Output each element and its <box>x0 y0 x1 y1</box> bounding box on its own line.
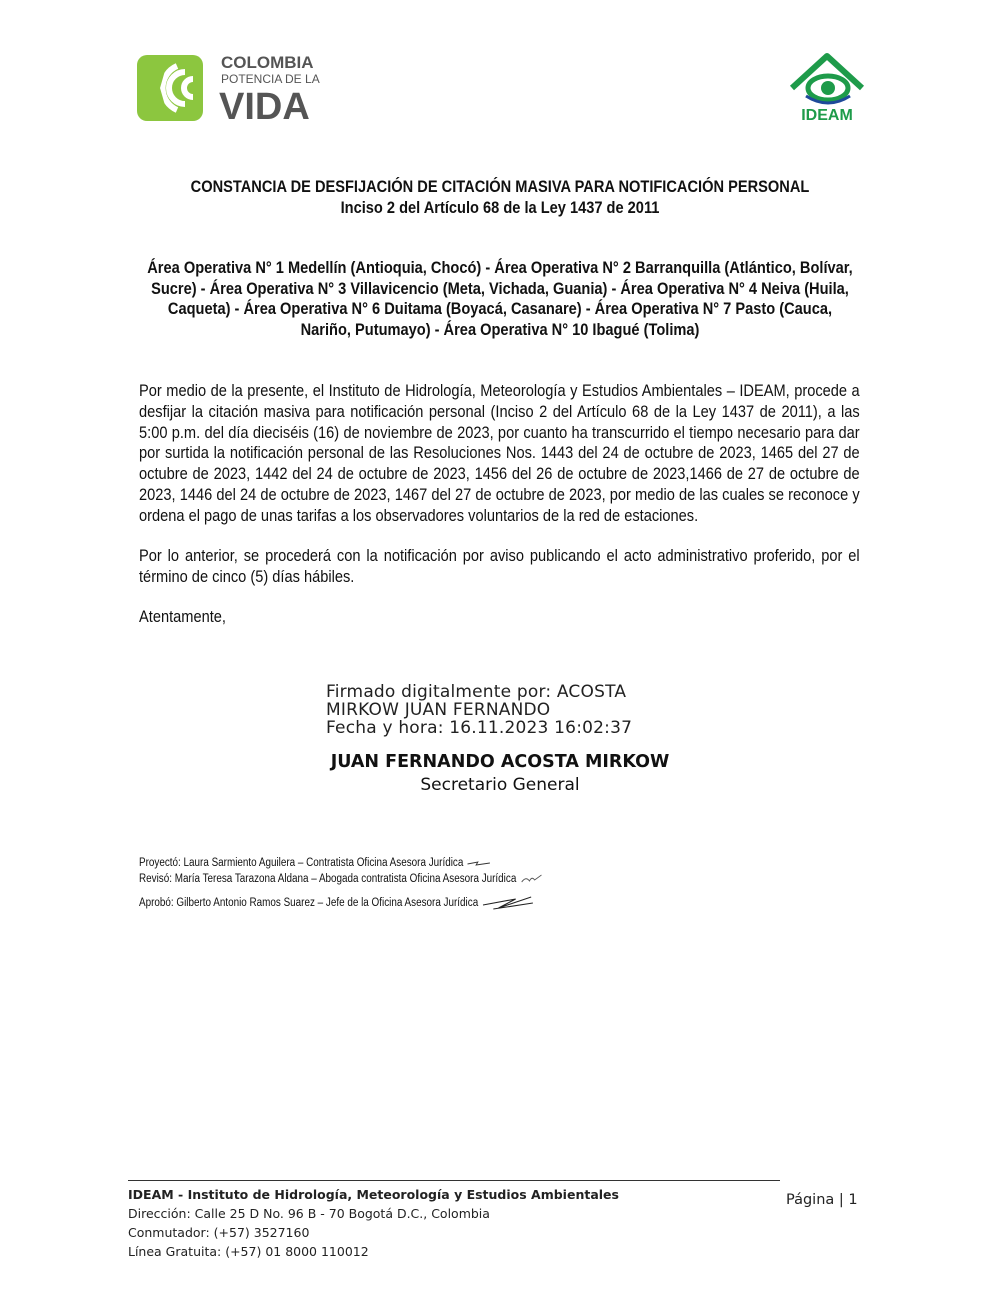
page-number: Página | 1 <box>786 1192 858 1208</box>
review-proyecto-text: Proyectó: Laura Sarmiento Aguilera – Contratista Oficina Asesora Jurídica <box>139 857 464 869</box>
operational-areas <box>100 258 900 340</box>
signer-role: Secretario General <box>420 775 580 795</box>
footer-phone: Conmutador: (+57) 3527160 <box>128 1225 310 1240</box>
handwritten-signature-icon <box>481 893 536 913</box>
document-title <box>100 176 900 218</box>
operational-areas-text: Área Operativa N° 1 Medellín (Antioquia, Chocó) - Área Operativa N° 2 Barranquilla (Atlántico, Bolívar, Sucre) - Área Operativa N° 3 Villavicencio (Meta, Vichada, Guania) - Área Operativa N° 4 Neiva (Huila, Caqueta) - Área Operativa N° 6 Duitama (Boyacá, Casanare) - Área Operativa N° 7 Pasto (Cauca, Nariño, Putumayo) - Área Operativa N° 10 Ibagué (Tolima) <box>147 258 853 339</box>
footer-toll-free: Línea Gratuita: (+57) 01 8000 110012 <box>128 1244 369 1259</box>
ideam-logo-mark-icon <box>788 52 866 122</box>
ideam-logo-text: IDEAM <box>801 107 853 122</box>
review-reviso-text: Revisó: María Teresa Tarazona Aldana – Abogada contratista Oficina Asesora Jurídica <box>139 873 517 886</box>
logo-colombia-line2: POTENCIA DE LA <box>221 72 320 86</box>
logo-colombia-line1: COLOMBIA <box>221 53 314 72</box>
handwritten-initials-icon <box>519 872 545 886</box>
digital-signature-stamp <box>326 683 632 737</box>
body-paragraph-1: Por medio de la presente, el Instituto de Hidrología, Meteorología y Estudios Ambientales – IDEAM, procede a desfijar la citación masiva para notificación personal (Inciso 2 del Artículo 68 de la Ley 1437 de 2011), a las 5:00 p.m. del día dieciséis (16) de noviembre de 2023, por cuanto ha transcurrido el tiempo necesario para dar por surtida la notificación personal de las Resoluciones Nos. 1443 del 24 de octubre de 2023, 1465 del 27 de octubre de 2023, 1442 del 24 de octubre de 2023, 1456 del 26 de octubre de 2023,1466 de 27 de octubre de 2023, 1446 del 24 de octubre de 2023, 1467 del 27 de octubre de 2023, por medio de las cuales se reconoce y ordena el pago de unas tarifas a los observadores voluntarios de la red de estaciones. <box>139 381 860 525</box>
review-aprobo <box>139 893 536 913</box>
colombia-logo-mark-icon <box>137 52 327 124</box>
review-proyecto <box>139 856 492 870</box>
footer-organization: IDEAM - Instituto de Hidrología, Meteorología y Estudios Ambientales <box>128 1187 619 1202</box>
review-aprobo-text: Aprobó: Gilberto Antonio Ramos Suarez – Jefe de la Oficina Asesora Jurídica <box>139 897 479 910</box>
footer-address: Dirección: Calle 25 D No. 96 B - 70 Bogotá D.C., Colombia <box>128 1206 490 1221</box>
logo-colombia-line3: VIDA <box>219 86 310 124</box>
closing-salutation: Atentamente, <box>139 607 226 626</box>
title-line-2: Inciso 2 del Artículo 68 de la Ley 1437 de 2011 <box>340 198 660 217</box>
review-reviso <box>139 872 545 886</box>
title-line-1: CONSTANCIA DE DESFIJACIÓN DE CITACIÓN MASIVA PARA NOTIFICACIÓN PERSONAL <box>190 177 810 196</box>
ideam-logo <box>788 52 866 122</box>
signature-stamp-line-1: Firmado digitalmente por: ACOSTA <box>326 682 627 702</box>
colombia-potencia-de-la-vida-logo <box>137 52 327 124</box>
signature-stamp-line-2: MIRKOW JUAN FERNANDO <box>326 700 551 720</box>
body-paragraph-2: Por lo anterior, se procederá con la notificación por aviso publicando el acto administrativo proferido, por el término de cinco (5) días hábiles. <box>139 546 860 586</box>
signature-stamp-line-3: Fecha y hora: 16.11.2023 16:02:37 <box>326 718 633 738</box>
handwritten-initials-icon <box>466 858 492 868</box>
footer-divider <box>128 1180 780 1181</box>
signer-name: JUAN FERNANDO ACOSTA MIRKOW <box>330 752 670 772</box>
page-footer <box>128 1185 619 1261</box>
